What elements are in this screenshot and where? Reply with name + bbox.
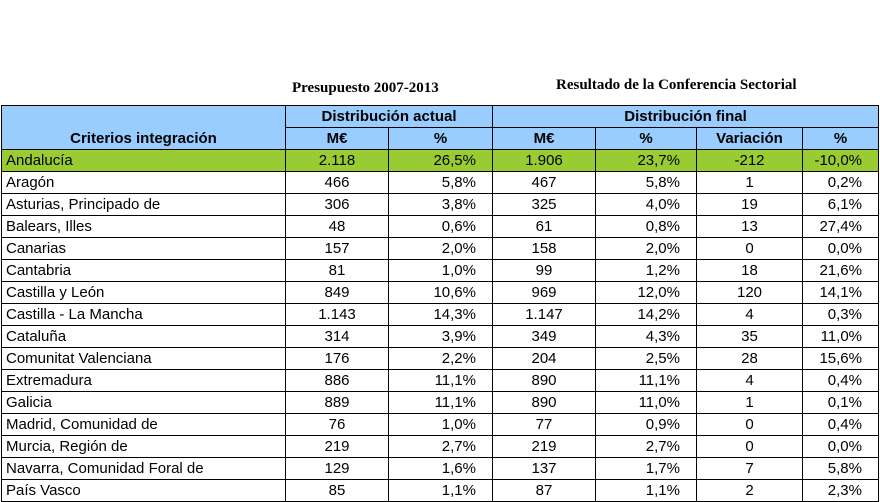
cell-meur-actual: 886 [286,370,389,392]
cell-meur-actual: 48 [286,216,389,238]
cell-meur-final: 61 [493,216,596,238]
cell-pct-actual: 1,1% [389,480,493,502]
header-meur-final: M€ [493,128,596,150]
cell-region: Castilla y León [2,282,286,304]
cell-pct-actual: 11,1% [389,370,493,392]
cell-meur-final: 1.147 [493,304,596,326]
cell-meur-actual: 466 [286,172,389,194]
header-variacion: Variación [697,128,803,150]
cell-pct-final: 1,1% [596,480,697,502]
cell-region: Extremadura [2,370,286,392]
cell-meur-final: 349 [493,326,596,348]
cell-region: Navarra, Comunidad Foral de [2,458,286,480]
cell-meur-actual: 219 [286,436,389,458]
cell-pct-final: 2,7% [596,436,697,458]
cell-pct-final: 2,0% [596,238,697,260]
cell-pct-actual: 3,8% [389,194,493,216]
table-row [2,238,879,260]
cell-pct-actual: 1,6% [389,458,493,480]
cell-region: Canarias [2,238,286,260]
cell-meur-actual: 2.118 [286,150,389,172]
cell-variacion: 7 [697,458,803,480]
cell-pct-final: 23,7% [596,150,697,172]
cell-var-pct: 14,1% [803,282,879,304]
cell-region: Aragón [2,172,286,194]
cell-pct-actual: 14,3% [389,304,493,326]
header-group-final: Distribución final [493,106,879,128]
cell-var-pct: 0,0% [803,238,879,260]
cell-pct-final: 1,2% [596,260,697,282]
cell-region: Asturias, Principado de [2,194,286,216]
cell-var-pct: 0,1% [803,392,879,414]
cell-var-pct: 0,4% [803,370,879,392]
cell-meur-actual: 849 [286,282,389,304]
cell-pct-final: 5,8% [596,172,697,194]
cell-meur-final: 219 [493,436,596,458]
cell-pct-final: 4,3% [596,326,697,348]
table-row [2,260,879,282]
cell-region: Galicia [2,392,286,414]
cell-variacion: 28 [697,348,803,370]
cell-variacion: 0 [697,238,803,260]
table-row [2,392,879,414]
cell-pct-actual: 0,6% [389,216,493,238]
cell-pct-final: 1,7% [596,458,697,480]
cell-variacion: 4 [697,370,803,392]
header-var-pct: % [803,128,879,150]
cell-var-pct: 0,0% [803,436,879,458]
cell-meur-actual: 157 [286,238,389,260]
table-row [2,348,879,370]
table-row [2,150,879,172]
cell-meur-actual: 85 [286,480,389,502]
table-row [2,458,879,480]
cell-meur-final: 137 [493,458,596,480]
cell-meur-final: 158 [493,238,596,260]
cell-meur-actual: 889 [286,392,389,414]
cell-var-pct: 0,3% [803,304,879,326]
cell-meur-actual: 76 [286,414,389,436]
table-row [2,326,879,348]
cell-meur-final: 204 [493,348,596,370]
cell-variacion: 1 [697,172,803,194]
cell-var-pct: 0,4% [803,414,879,436]
table-body [2,150,879,502]
cell-pct-final: 11,1% [596,370,697,392]
cell-pct-final: 0,9% [596,414,697,436]
cell-region: Andalucía [2,150,286,172]
table-row [2,304,879,326]
cell-region: Comunitat Valenciana [2,348,286,370]
table-row [2,282,879,304]
cell-meur-actual: 81 [286,260,389,282]
cell-var-pct: 6,1% [803,194,879,216]
caption-presupuesto: Presupuesto 2007-2013 [292,80,439,96]
cell-variacion: 4 [697,304,803,326]
cell-var-pct: 27,4% [803,216,879,238]
cell-pct-final: 0,8% [596,216,697,238]
cell-pct-final: 12,0% [596,282,697,304]
cell-var-pct: 11,0% [803,326,879,348]
cell-meur-actual: 176 [286,348,389,370]
cell-variacion: 13 [697,216,803,238]
cell-region: Murcia, Región de [2,436,286,458]
header-meur-actual: M€ [286,128,389,150]
table-row [2,480,879,502]
cell-pct-actual: 5,8% [389,172,493,194]
cell-var-pct: 5,8% [803,458,879,480]
cell-meur-actual: 306 [286,194,389,216]
cell-pct-actual: 1,0% [389,260,493,282]
cell-meur-actual: 314 [286,326,389,348]
cell-meur-final: 890 [493,370,596,392]
cell-pct-actual: 2,2% [389,348,493,370]
cell-pct-final: 4,0% [596,194,697,216]
cell-pct-actual: 3,9% [389,326,493,348]
cell-pct-actual: 26,5% [389,150,493,172]
cell-meur-final: 325 [493,194,596,216]
cell-pct-actual: 1,0% [389,414,493,436]
cell-meur-final: 969 [493,282,596,304]
cell-variacion: 1 [697,392,803,414]
cell-meur-final: 467 [493,172,596,194]
cell-region: Balears, Illes [2,216,286,238]
cell-meur-final: 890 [493,392,596,414]
cell-variacion: 35 [697,326,803,348]
cell-variacion: 2 [697,480,803,502]
table-row [2,194,879,216]
table-row [2,436,879,458]
cell-variacion: 19 [697,194,803,216]
header-criteria: Criterios integración [2,106,286,150]
cell-var-pct: 2,3% [803,480,879,502]
header-pct-final: % [596,128,697,150]
cell-meur-final: 99 [493,260,596,282]
table-row [2,414,879,436]
cell-meur-final: 87 [493,480,596,502]
cell-meur-final: 1.906 [493,150,596,172]
cell-meur-actual: 129 [286,458,389,480]
cell-pct-final: 2,5% [596,348,697,370]
cell-pct-final: 14,2% [596,304,697,326]
cell-meur-actual: 1.143 [286,304,389,326]
table-row [2,172,879,194]
cell-pct-actual: 10,6% [389,282,493,304]
cell-var-pct: -10,0% [803,150,879,172]
header-group-actual: Distribución actual [286,106,493,128]
cell-variacion: 0 [697,436,803,458]
cell-variacion: 18 [697,260,803,282]
cell-region: Castilla - La Mancha [2,304,286,326]
header-pct-actual: % [389,128,493,150]
cell-meur-final: 77 [493,414,596,436]
cell-region: Cataluña [2,326,286,348]
cell-pct-actual: 2,7% [389,436,493,458]
caption-conferencia: Resultado de la Conferencia Sectorial [556,77,797,93]
table-row [2,216,879,238]
cell-variacion: -212 [697,150,803,172]
cell-region: Cantabria [2,260,286,282]
cell-variacion: 0 [697,414,803,436]
cell-var-pct: 0,2% [803,172,879,194]
cell-pct-final: 11,0% [596,392,697,414]
cell-var-pct: 15,6% [803,348,879,370]
cell-pct-actual: 11,1% [389,392,493,414]
table-row [2,370,879,392]
cell-pct-actual: 2,0% [389,238,493,260]
cell-region: País Vasco [2,480,286,502]
budget-table [1,105,879,502]
cell-var-pct: 21,6% [803,260,879,282]
cell-variacion: 120 [697,282,803,304]
cell-region: Madrid, Comunidad de [2,414,286,436]
